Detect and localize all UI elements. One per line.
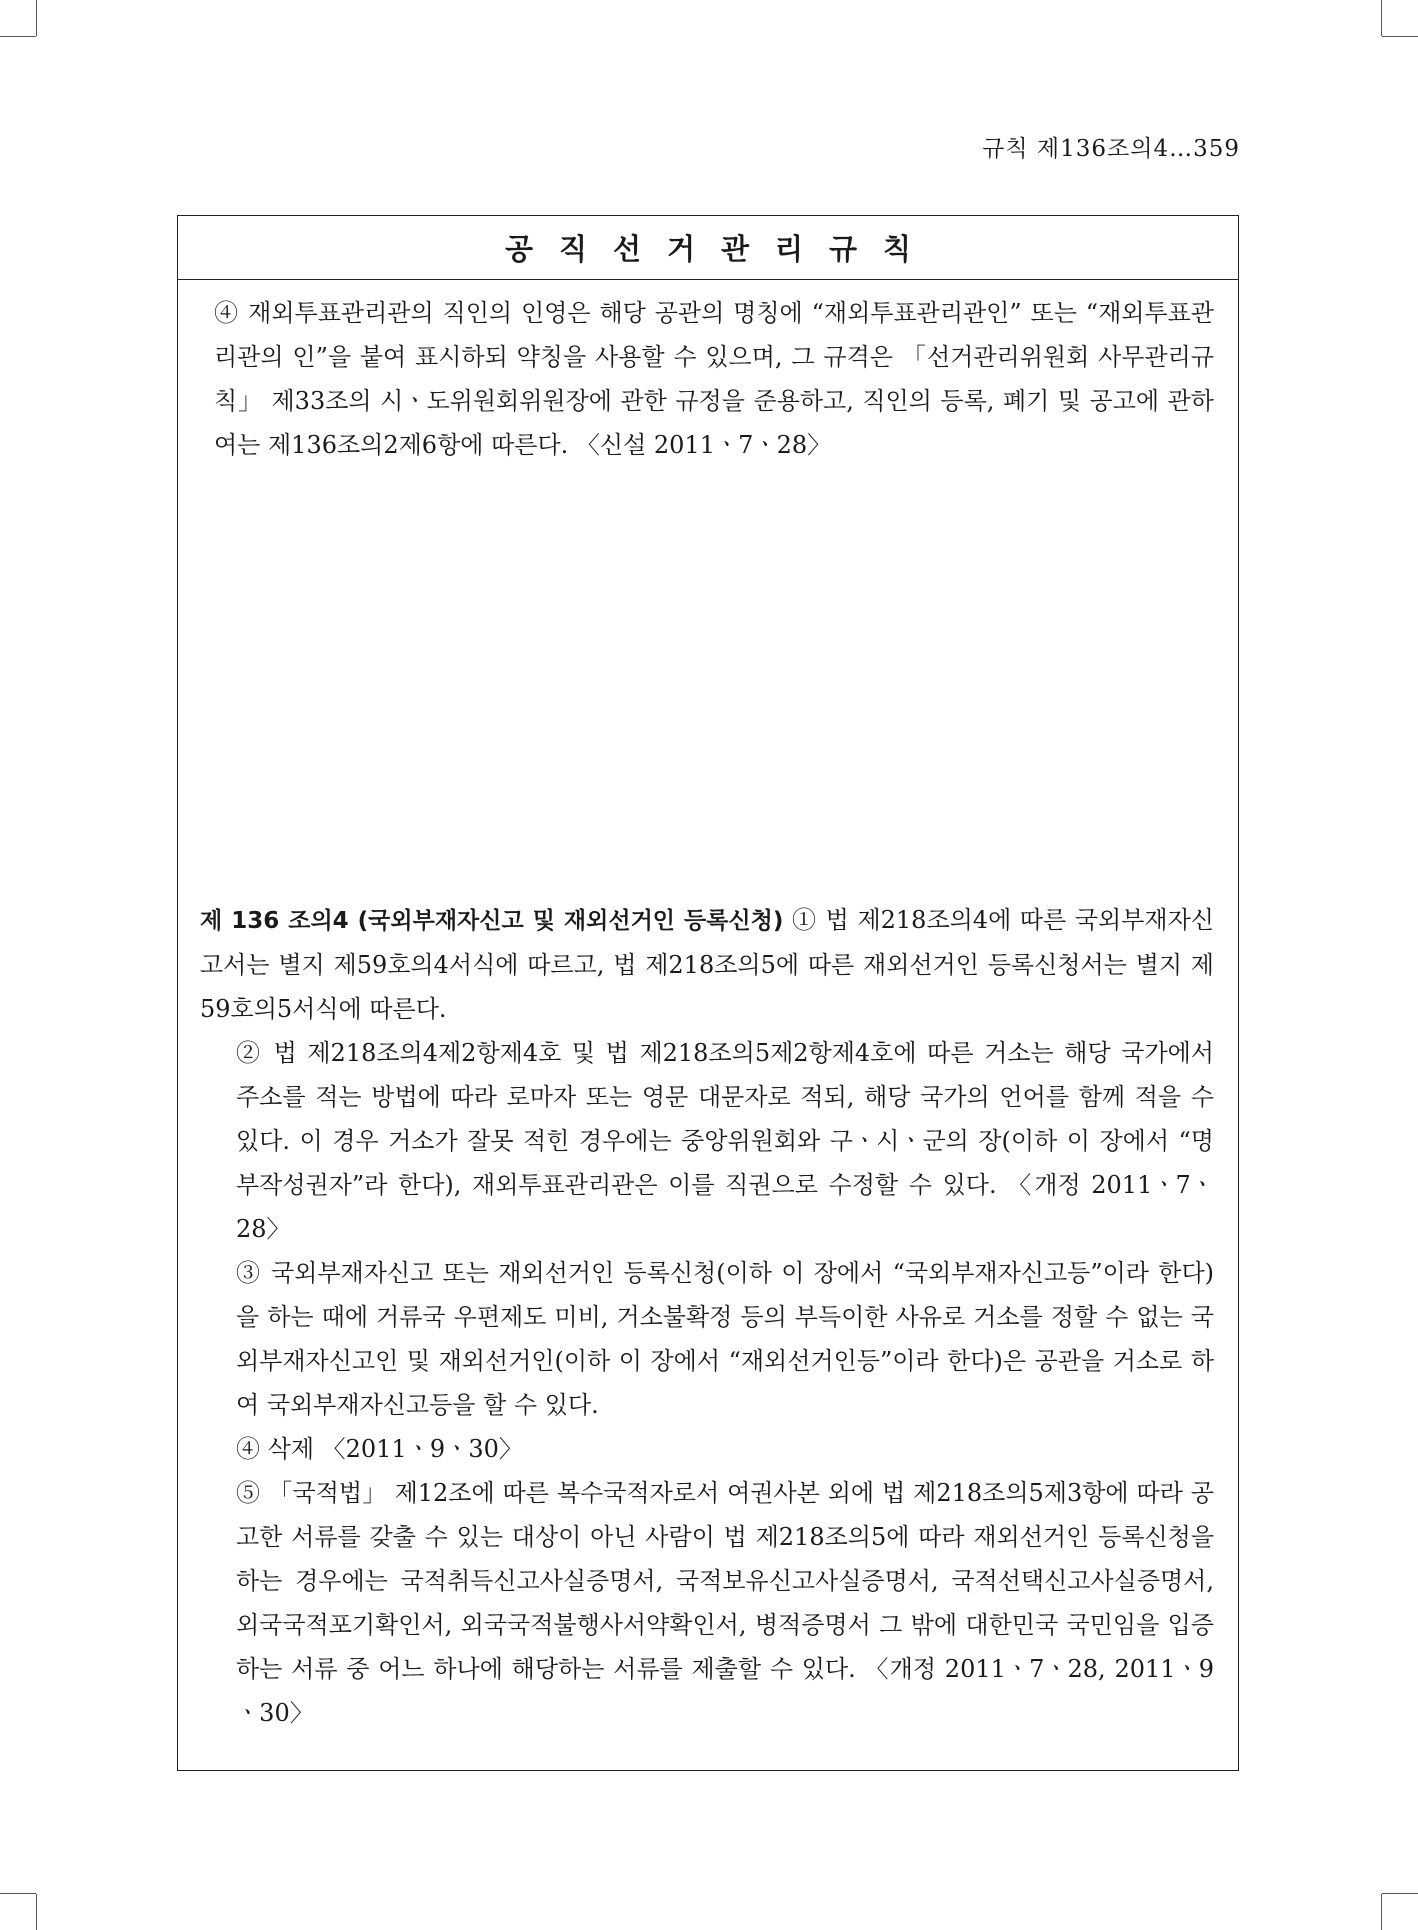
crop-mark-top-right-h bbox=[1382, 36, 1418, 37]
running-header: 규칙 제136조의4…359 bbox=[982, 136, 1240, 162]
crop-mark-top-left-h bbox=[0, 36, 36, 37]
article-first-paragraph bbox=[200, 898, 1214, 1031]
article-heading: 제 136 조의4 (국외부재자신고 및 재외선거인 등록신청) bbox=[200, 908, 784, 934]
paragraph-2: ② 법 제218조의4제2항제4호 및 법 제218조의5제2항제4호에 따른 거소는 해당 국가에서 주소를 적는 방법에 따라 로마자 또는 영문 대문자로 적되, 해당 국가의 언어를 함께 적을 수 있다. 이 경우 거소가 잘못 적힌 경우에는 중앙위원회와 구ㆍ시ㆍ군의 장(이하 이 장에서 “명부작성권자”라 한다), 재외투표관리관은 이를 직권으로 수정할 수 있다. 〈개정 2011ㆍ7ㆍ28〉 bbox=[236, 1039, 1214, 1243]
crop-mark-top-left bbox=[36, 0, 37, 36]
paragraph-1: ① 법 제218조의4에 따른 국외부재자신고서는 별지 제59호의4서식에 따르고, 법 제218조의5에 따른 재외선거인 등록신청서는 별지 제59호의5서식에 따른다. bbox=[200, 906, 1214, 1023]
crop-mark-bottom-right bbox=[1381, 1894, 1382, 1930]
article-136-4 bbox=[200, 898, 1214, 1735]
paragraph-4-deleted: ④ 삭제 〈2011ㆍ9ㆍ30〉 bbox=[236, 1435, 523, 1463]
paragraph-4-seal: ④ 재외투표관리관의 직인의 인영은 해당 공관의 명칭에 “재외투표관리관인” 또는 “재외투표관리관의 인”을 붙여 표시하되 약칭을 사용할 수 있으며, 그 규격은 「선거관리위원회 사무관리규칙」 제33조의 시ㆍ도위원회위원장에 관한 규정을 준용하고, 직인의 등록, 폐기 및 공고에 관하여는 제136조의2제6항에 따른다. 〈신설 2011ㆍ7ㆍ28〉 bbox=[214, 299, 1214, 459]
frame-title: 공직선거관리규칙 bbox=[178, 216, 1238, 280]
paragraph-5: ⑤ 「국적법」 제12조에 따른 복수국적자로서 여권사본 외에 법 제218조의5제3항에 따라 공고한 서류를 갖출 수 있는 대상이 아닌 사람이 법 제218조의5에 따라 재외선거인 등록신청을 하는 경우에는 국적취득신고사실증명서, 국적보유신고사실증명서, 국적선택신고사실증명서, 외국국적포기확인서, 외국국적불행사서약확인서, 병적증명서 그 밖에 대한민국 국민임을 입증하는 서류 중 어느 하나에 해당하는 서류를 제출할 수 있다. 〈개정 2011ㆍ7ㆍ28, 2011ㆍ9ㆍ30〉 bbox=[236, 1479, 1214, 1727]
paragraph-3: ③ 국외부재자신고 또는 재외선거인 등록신청(이하 이 장에서 “국외부재자신고등”이라 한다)을 하는 때에 거류국 우편제도 미비, 거소불확정 등의 부득이한 사유로 거소를 정할 수 없는 국외부재자신고인 및 재외선거인(이하 이 장에서 “재외선거인등”이라 한다)은 공관을 거소로 하여 국외부재자신고등을 할 수 있다. bbox=[236, 1259, 1214, 1419]
crop-mark-bottom-right-h bbox=[1382, 1893, 1418, 1894]
crop-mark-bottom-left-h bbox=[0, 1893, 36, 1894]
regulation-frame bbox=[177, 215, 1239, 1771]
top-paragraph bbox=[214, 291, 1214, 467]
crop-mark-top-right bbox=[1381, 0, 1382, 36]
crop-mark-bottom-left bbox=[36, 1894, 37, 1930]
